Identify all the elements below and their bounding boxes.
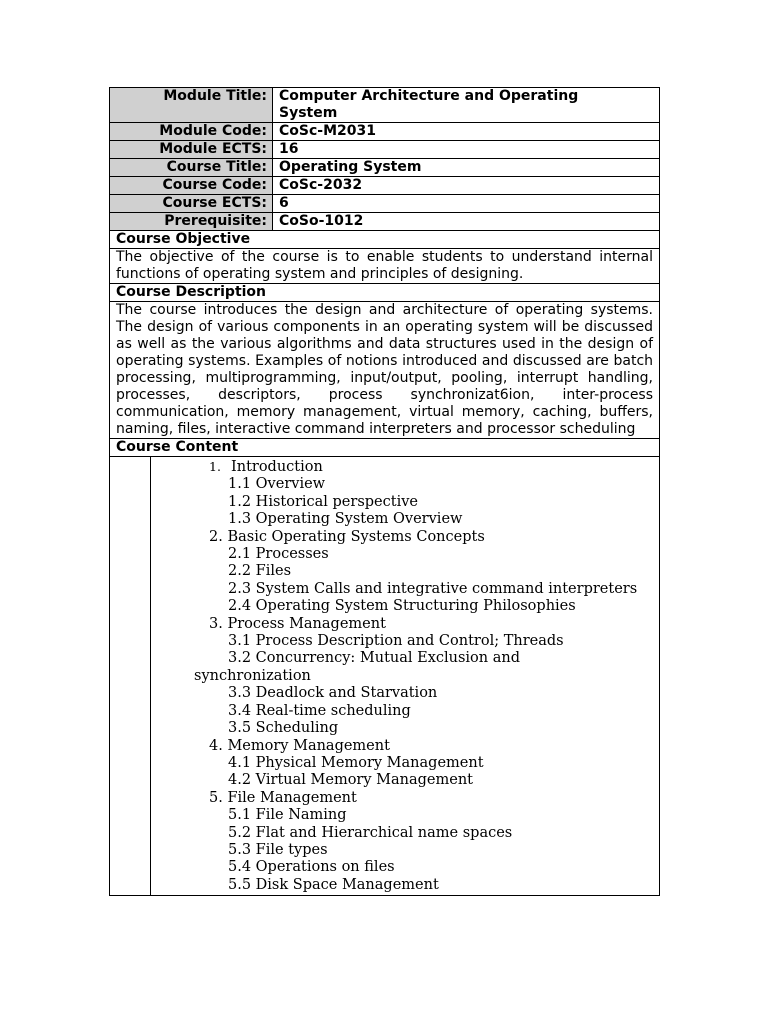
topic-title: Basic Operating Systems Concepts xyxy=(227,528,485,545)
field-value-line: Operating System xyxy=(279,159,422,175)
topic-title: Memory Management xyxy=(227,737,390,754)
content-outline xyxy=(151,457,659,895)
field-label: Course Code: xyxy=(110,177,273,195)
field-value-line: CoSo-1012 xyxy=(279,213,364,229)
objective-text-row xyxy=(110,249,660,284)
subtopic-item: 5.3 File types xyxy=(228,841,328,858)
subtopic-item xyxy=(151,650,659,685)
subtopic-line: 3.2 Concurrency: Mutual Exclusion and xyxy=(228,650,521,667)
field-value xyxy=(273,123,660,141)
field-value-line: Computer Architecture and Operating xyxy=(279,88,579,104)
subtopic-item: 4.2 Virtual Memory Management xyxy=(228,772,473,789)
topic-number: 4. xyxy=(209,737,223,754)
course-syllabus-table xyxy=(109,87,660,896)
objective-heading-row xyxy=(110,231,660,249)
subtopic-item: 2.3 System Calls and integrative command interpreters xyxy=(228,580,638,597)
topic-number: 3. xyxy=(209,615,223,632)
subtopic-item: 5.2 Flat and Hierarchical name spaces xyxy=(228,824,513,841)
field-label: Course Title: xyxy=(110,159,273,177)
topic-heading xyxy=(151,529,659,546)
topic-number: 2. xyxy=(209,528,223,545)
subtopic-item: 1.1 Overview xyxy=(228,476,326,493)
field-value xyxy=(273,141,660,159)
content-margin-cell xyxy=(110,457,151,896)
field-value xyxy=(273,177,660,195)
field-value xyxy=(273,213,660,231)
description-heading: Course Description xyxy=(110,284,660,302)
field-label: Module Code: xyxy=(110,123,273,141)
field-row-prerequisite xyxy=(110,213,660,231)
content-outline-cell xyxy=(151,457,660,896)
description-heading-row xyxy=(110,284,660,302)
field-label: Course ECTS: xyxy=(110,195,273,213)
subtopic-item: 1.2 Historical perspective xyxy=(228,493,418,510)
topic-title: File Management xyxy=(227,789,357,806)
topic-title: Introduction xyxy=(231,459,323,475)
field-value xyxy=(273,88,660,123)
field-label: Module Title: xyxy=(110,88,273,123)
field-value-line: CoSc-M2031 xyxy=(279,123,376,139)
description-text: The course introduces the design and architecture of operating systems. The design of various components in an operating system will be discussed as well as the various algorithms and data structures used in the design of operating systems. Examples of notions introduced and discussed are batch processing, multiprogramming, input/output, pooling, interrupt handling, processes, descriptors, process synchronizat6ion, inter-process communication, memory management, virtual memory, caching, buffers, naming, files, interactive command interpreters and processor scheduling xyxy=(110,302,660,439)
field-row-course-ects xyxy=(110,195,660,213)
field-row-course-code xyxy=(110,177,660,195)
description-text-row xyxy=(110,302,660,439)
subtopic-item: 4.1 Physical Memory Management xyxy=(228,754,484,771)
topic-title: Process Management xyxy=(227,615,386,632)
field-label: Module ECTS: xyxy=(110,141,273,159)
objective-text: The objective of the course is to enable students to understand internal functions of operating system and principles of designing. xyxy=(110,249,660,284)
field-label: Prerequisite: xyxy=(110,213,273,231)
subtopic-item: 3.4 Real-time scheduling xyxy=(228,702,411,719)
field-value-line: 16 xyxy=(279,141,299,157)
content-row xyxy=(110,457,660,896)
topic-heading xyxy=(151,458,659,476)
field-row-course-title xyxy=(110,159,660,177)
topic-heading xyxy=(151,738,659,755)
objective-heading: Course Objective xyxy=(110,231,660,249)
field-value-line: System xyxy=(279,105,338,121)
field-row-module-ects xyxy=(110,141,660,159)
subtopic-item: 5.5 Disk Space Management xyxy=(228,876,439,893)
subtopic-item: 2.2 Files xyxy=(228,563,292,580)
content-heading-row xyxy=(110,439,660,457)
field-value xyxy=(273,159,660,177)
topic-heading xyxy=(151,790,659,807)
field-row-module-code xyxy=(110,123,660,141)
topic-number: 5. xyxy=(209,789,223,806)
topic-number: 1. xyxy=(209,459,221,474)
topic-heading xyxy=(151,616,659,633)
field-value-line: CoSc-2032 xyxy=(279,177,363,193)
field-value xyxy=(273,195,660,213)
subtopic-line: synchronization xyxy=(194,667,311,684)
field-value-line: 6 xyxy=(279,195,289,211)
content-heading: Course Content xyxy=(110,439,660,457)
subtopic-item: 3.3 Deadlock and Starvation xyxy=(228,685,438,702)
field-row-module-title xyxy=(110,88,660,123)
subtopic-item: 3.5 Scheduling xyxy=(228,720,339,737)
subtopic-item: 1.3 Operating System Overview xyxy=(228,511,463,528)
subtopic-item: 2.1 Processes xyxy=(228,546,329,563)
subtopic-item: 2.4 Operating System Structuring Philosophies xyxy=(228,598,576,615)
subtopic-item: 5.4 Operations on files xyxy=(228,859,395,876)
subtopic-item: 3.1 Process Description and Control; Threads xyxy=(228,633,564,650)
subtopic-item: 5.1 File Naming xyxy=(228,807,347,824)
